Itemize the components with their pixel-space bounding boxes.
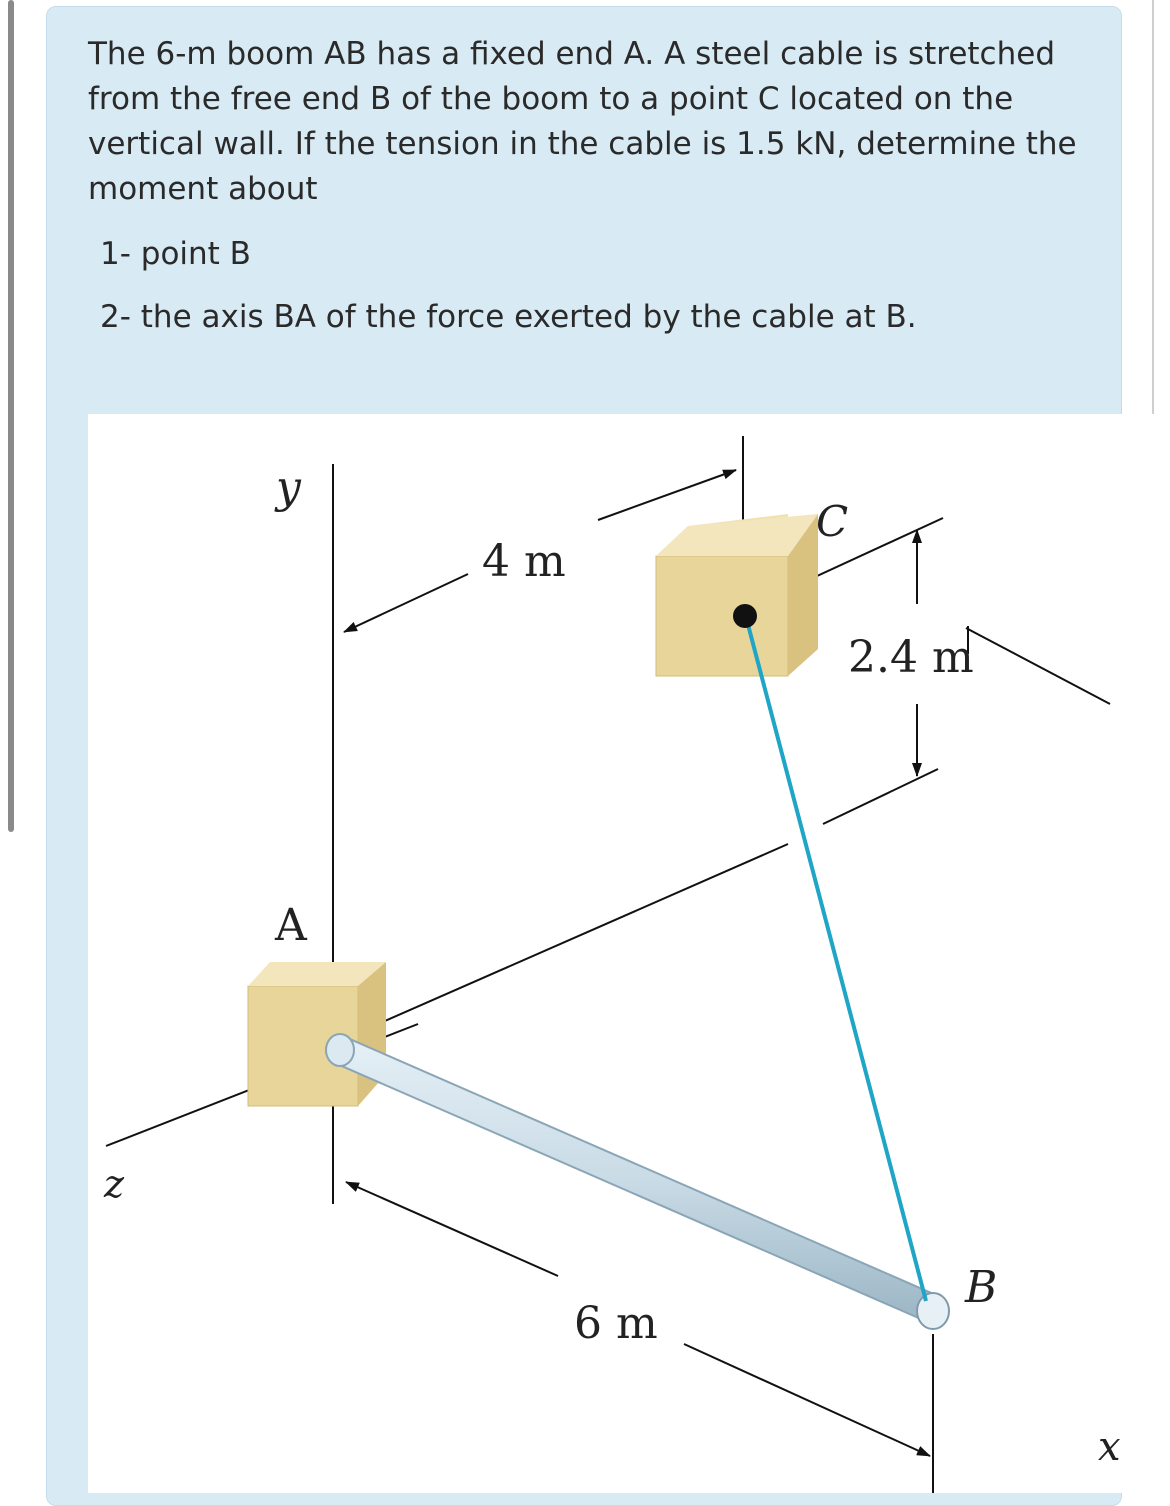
dim-4m-label: 4 m [482,536,566,587]
question-item-1: 1- point B [100,236,251,272]
divider [1152,0,1154,414]
figure-panel [88,414,1154,1493]
point-c-marker [733,604,757,628]
dim-6m-arrow-right [684,1344,930,1456]
dim-6m-arrow-left [346,1182,558,1276]
cable-cb [746,617,926,1301]
x-axis-line [966,628,1110,704]
y-axis-label: y [276,462,301,513]
anchor-block-a [248,962,386,1106]
question-text: The 6-m boom AB has a fixed end A. A steel cable is stretched from the free end B of the boom to a point C located on the vertical wall. If the tension in the cable is 1.5 kN, determine the moment about [88,36,1077,207]
boom-diagram [88,414,1154,1493]
dim-4m-arrow-left [344,574,468,632]
wall-base-line [378,844,788,1024]
base-guide-line [823,769,938,824]
point-b-end [917,1293,949,1329]
question-items [100,232,1110,358]
question-item-2: 2- the axis BA of the force exerted by the cable at B. [100,299,917,335]
point-a-label: A [275,900,307,951]
point-c-label: C [816,497,849,546]
scrollbar[interactable] [8,0,14,832]
dim-24m-label: 2.4 m [848,632,974,683]
x-axis-label: x [1098,1424,1121,1470]
dim-6m-label: 6 m [574,1298,658,1349]
dim-4m-arrow-right [598,470,736,520]
wall-block-c [656,514,818,676]
boom-ab [326,1034,949,1329]
point-b-label: B [965,1262,998,1313]
z-axis-label: z [104,1162,125,1206]
